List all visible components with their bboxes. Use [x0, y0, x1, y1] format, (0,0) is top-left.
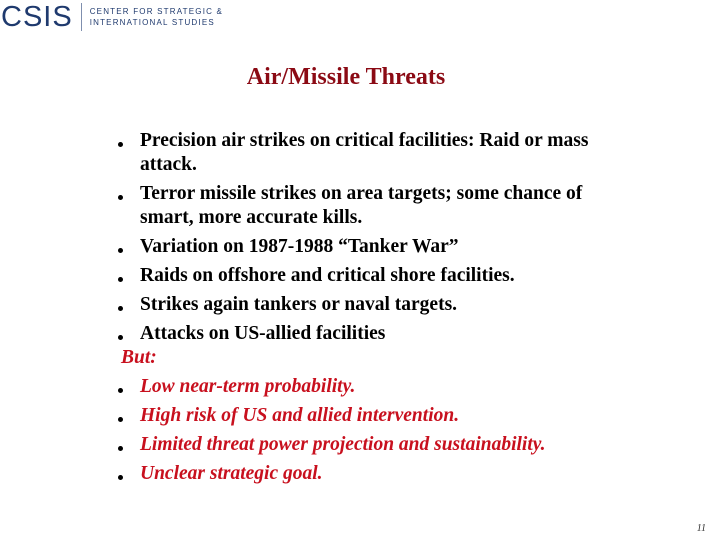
bullet-dot: [118, 475, 123, 480]
bullet-item: [116, 264, 636, 288]
but-bullet-list: [116, 375, 636, 486]
logo-mark: CSIS: [1, 0, 73, 33]
threat-bullet-list: [116, 129, 636, 351]
bullet-item: [116, 129, 636, 177]
logo-org-name: [90, 6, 223, 28]
logo-divider: [81, 3, 82, 31]
but-bullet-text: Limited threat power projection and sustainability.: [140, 434, 546, 455]
bullet-text: Strikes again tankers or naval targets.: [140, 294, 458, 315]
but-bullet-item: [116, 433, 636, 457]
but-label: But:: [121, 347, 157, 368]
bullet-item: [116, 235, 636, 259]
bullet-dot: [118, 306, 123, 311]
but-bullet-text: High risk of US and allied intervention.: [140, 405, 460, 426]
bullet-dot: [118, 195, 123, 200]
bullet-item: [116, 182, 636, 230]
bullet-text: Precision air strikes on critical facilities: Raid or mass attack.: [140, 130, 589, 175]
bullet-dot: [118, 142, 123, 147]
but-section: [116, 346, 656, 491]
bullet-dot: [118, 417, 123, 422]
bullet-text: Terror missile strikes on area targets; some chance of smart, more accurate kills.: [140, 183, 583, 228]
bullet-dot: [118, 248, 123, 253]
bullet-item: [116, 293, 636, 317]
logo-line-1: CENTER FOR STRATEGIC &: [89, 7, 224, 16]
bullet-text: Attacks on US-allied facilities: [140, 323, 386, 344]
but-bullet-text: Low near-term probability.: [140, 376, 356, 397]
bullet-text: Variation on 1987-1988 “Tanker War”: [140, 236, 459, 257]
but-bullet-text: Unclear strategic goal.: [140, 463, 323, 484]
bullet-item: [116, 322, 636, 346]
but-bullet-item: [116, 375, 636, 399]
bullet-text: Raids on offshore and critical shore facilities.: [140, 265, 515, 286]
logo-line-2: INTERNATIONAL STUDIES: [89, 18, 215, 27]
but-bullet-item: [116, 404, 636, 428]
but-bullet-item: [116, 462, 636, 486]
bullet-dot: [118, 277, 123, 282]
bullet-dot: [118, 335, 123, 340]
bullet-dot: [118, 388, 123, 393]
slide-title: Air/Missile Threats: [246, 64, 446, 90]
bullet-dot: [118, 446, 123, 451]
page-number: 11: [696, 523, 706, 534]
csis-logo: [0, 0, 223, 34]
